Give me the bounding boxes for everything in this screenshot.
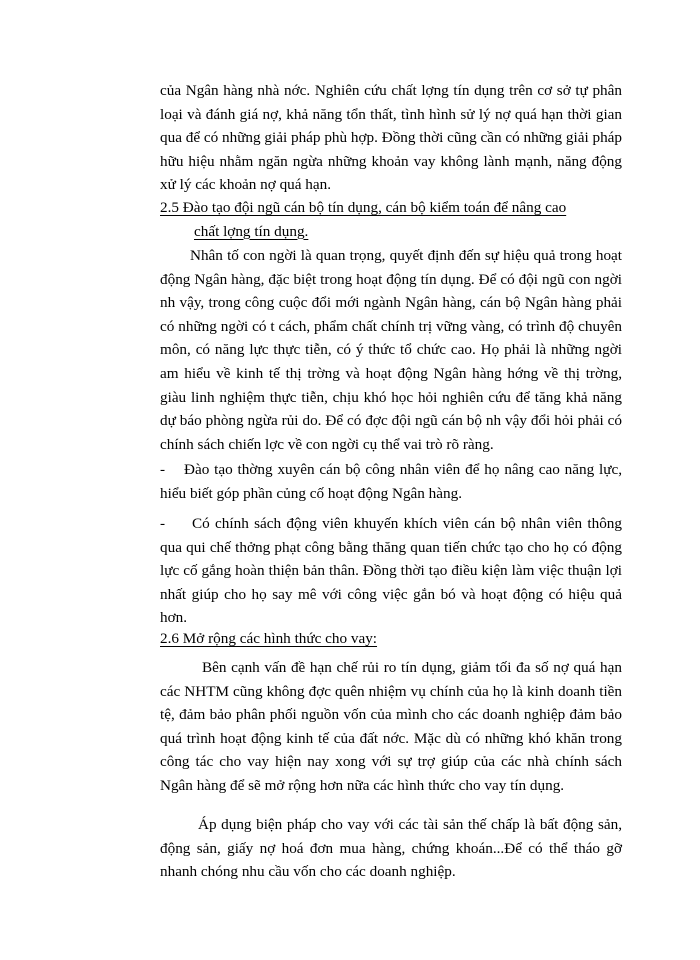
section-heading-2-6: 2.6 Mở rộng các hình thức cho vay: [160,630,378,647]
paragraph-2: Nhân tố con ngời là quan trọng, quyết định đến sự hiệu quả trong hoạt động Ngân hàng, đặc biệt trong hoạt động tín dụng. Để có đội ngũ con ngời nh vậy, trong công cuộc đổi mới ngành Ngân hàng, cán bộ Ngân hàng phải có những ngời có t cách, phẩm chất chính trị vững vàng, có trình độ chuyên môn, có năng lực thực tiễn, có ý thức tổ chức cao. Họ phải là những ngời am hiểu về kinh tế thị trờng và hoạt động Ngân hàng hớng về thị trờng, giàu linh nghiệm thực tiễn, chịu khó học hỏi nghiên cứu để tăng khả năng dự báo phòng ngừa rủi do. Để có đợc đội ngũ cán bộ nh vậy đổi hỏi phải có chính sách chiến lợc về con ngời cụ thể vai trò rõ ràng. [160,247,622,453]
section-heading-2-5-line1: 2.5 Đào tạo đội ngũ cán bộ tín dụng, cán bộ kiểm toán để nâng cao [160,199,567,216]
paragraph-3: Bên cạnh vấn đề hạn chế rủi ro tín dụng, giảm tối đa số nợ quá hạn các NHTM cũng không đợc quên nhiệm vụ chính của họ là kinh doanh tiền tệ, đảm bảo phân phối nguồn vốn của mình cho các doanh nghiệp đảm bảo quá trình hoạt động kinh tế của đất nớc. Mặc dù có những khó khăn trong công tác cho vay hiện nay xong với sự trợ giúp của các nhà chính sách Ngân hàng để sẽ mở rộng hơn nữa các hình thức cho vay tín dụng. [160,659,622,794]
bullet-item-2 [160,512,622,630]
section-heading-2-5-line2: chất lợng tín dụng. [194,222,309,240]
paragraph-4: Áp dụng biện pháp cho vay với các tài sản thế chấp là bất động sản, động sản, giấy nợ hoá đơn mua hàng, chứng khoán...Để có thể tháo gỡ nhanh chóng nhu cầu vốn cho các doanh nghiệp. [160,816,622,881]
bullet-item-1 [160,458,622,505]
section-heading-2-5 [160,196,630,243]
bullet-marker: - [160,461,166,478]
paragraph-1: của Ngân hàng nhà nớc. Nghiên cứu chất lợng tín dụng trên cơ sở tự phân loại và đánh giá nợ, khả năng tổn thất, tình hình sử lý nợ quá hạn thời gian qua để có những giải pháp phù hợp. Đồng thời cũng cần có những giải pháp hữu hiệu nhằm ngăn ngừa những khoản vay không lành mạnh, năng động xử lý các khoản nợ quá hạn. [160,82,622,194]
bullet-marker: - [160,515,166,532]
bullet-item-1-text: Đào tạo thờng xuyên cán bộ công nhân viên để họ nâng cao năng lực, hiểu biết góp phần củng cố hoạt động Ngân hàng. [160,461,622,502]
bullet-item-2-text: Có chính sách động viên khuyến khích viên cán bộ nhân viên thông qua qui chế thởng phạt công bằng thăng quan tiến chức tạo cho họ có động lực cố gắng hoàn thiện bản thân. Đồng thời tạo điều kiện làm việc thuận lợi nhất giúp cho họ say mê với công việc gắn bó và hoạt động có hiệu quả hơn. [160,515,622,627]
